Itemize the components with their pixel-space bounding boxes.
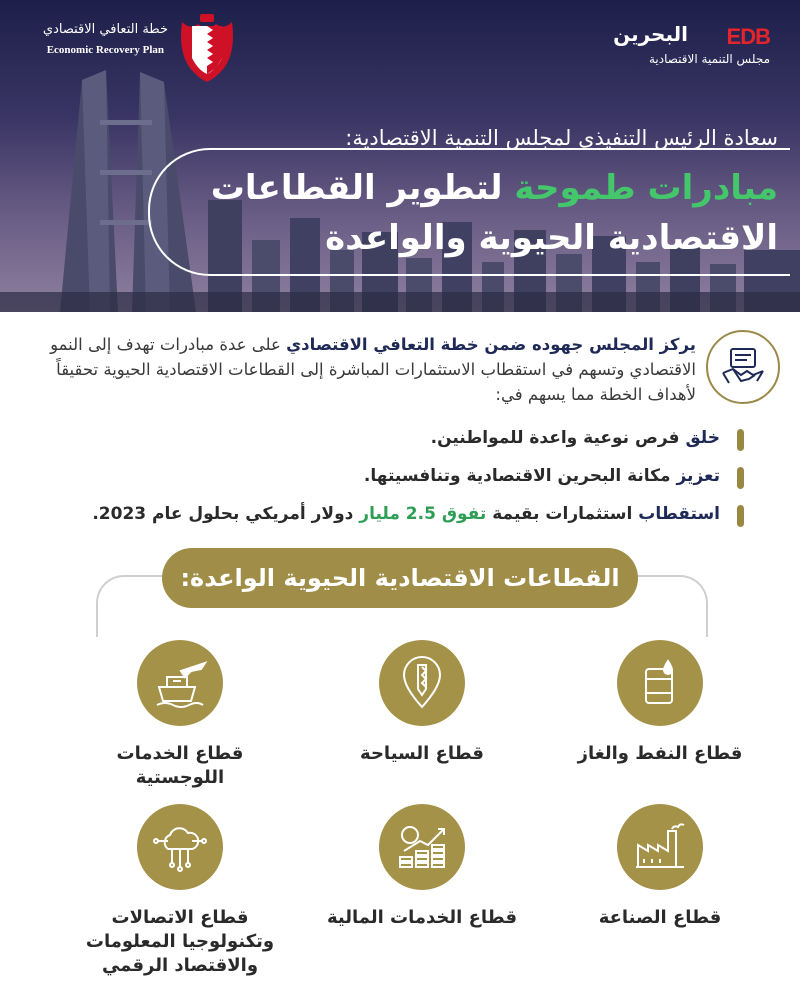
oil-barrel-icon [617,640,703,726]
goal-text: استثمارات بقيمة [492,504,633,524]
goals-list [24,424,744,538]
cloud-network-icon [137,804,223,890]
bullet-marker [737,505,744,527]
goal-item-1 [24,424,744,462]
intro-bold: يركز المجلس جهوده ضمن خطة التعافي الاقتصادي [286,335,696,354]
goal-text: فرص نوعية واعدة للمواطنين. [430,428,680,448]
edb-logo [582,22,782,72]
hero-title-highlight: مبادرات طموحة [514,168,778,208]
edb-logo-subtitle: مجلس التنمية الاقتصادية [648,52,770,66]
sector-oil-gas [550,640,770,766]
ship-plane-logistics-icon [137,640,223,726]
hero-subtitle: سعادة الرئيس التنفيذي لمجلس التنمية الاقتصادية: [345,126,778,150]
hero-title-line1 [138,168,778,208]
handshake-document-icon [706,330,780,404]
sector-label: قطاع الاتصالات وتكنولوجيا المعلومات والاقتصاد الرقمي [85,907,275,976]
goal-key: خلق [685,428,720,448]
goal-tail: دولار أمريكي بحلول عام 2023. [92,504,354,524]
hero-title-rest: لتطوير القطاعات [210,168,503,208]
sectors-title-pill: القطاعات الاقتصادية الحيوية الواعدة: [162,548,638,608]
goal-key: استقطاب [638,504,720,524]
sector-logistics [70,640,290,790]
economic-recovery-plan-english: Economic Recovery Plan [46,44,164,56]
sector-label: قطاع النفط والغاز [577,743,743,764]
bullet-marker [737,429,744,451]
sector-label: قطاع الصناعة [598,907,722,928]
factory-icon [617,804,703,890]
sector-financial [312,804,532,930]
sector-tourism [312,640,532,766]
intro-text: على عدة مبادرات تهدف إلى النمو الاقتصادي وتسهم في استقطاب الاستثمارات المباشرة إلى القطاعات الاقتصادية الحيوية تحقيقاً لأهداف الخطة مما يسهم في: [50,335,696,404]
sector-label: قطاع الخدمات المالية [327,907,517,928]
goal-highlight: تفوق 2.5 مليار [359,504,487,524]
bullet-marker [737,467,744,489]
goal-key: تعزيز [676,466,720,486]
intro-paragraph [24,332,696,407]
economic-recovery-plan-arabic: خطة التعافي الاقتصادي [42,22,168,37]
sector-label: قطاع السياحة [360,743,484,764]
bahrain-coat-of-arms-logo [176,12,238,84]
sector-industry [550,804,770,930]
sector-label: قطاع الخدمات اللوجستية [116,743,244,788]
sector-ict [70,804,290,978]
goal-item-3 [24,500,744,538]
edb-logo-mark: EDB [726,24,770,49]
edb-logo-arabic: البحرين [613,22,688,46]
coins-growth-chart-icon [379,804,465,890]
goal-text: مكانة البحرين الاقتصادية وتنافسيتها. [363,466,671,486]
bahrain-map-pin-icon [379,640,465,726]
goal-item-2 [24,462,744,500]
hero-banner [0,0,800,312]
hero-title-line2: الاقتصادية الحيوية والواعدة [325,218,778,258]
